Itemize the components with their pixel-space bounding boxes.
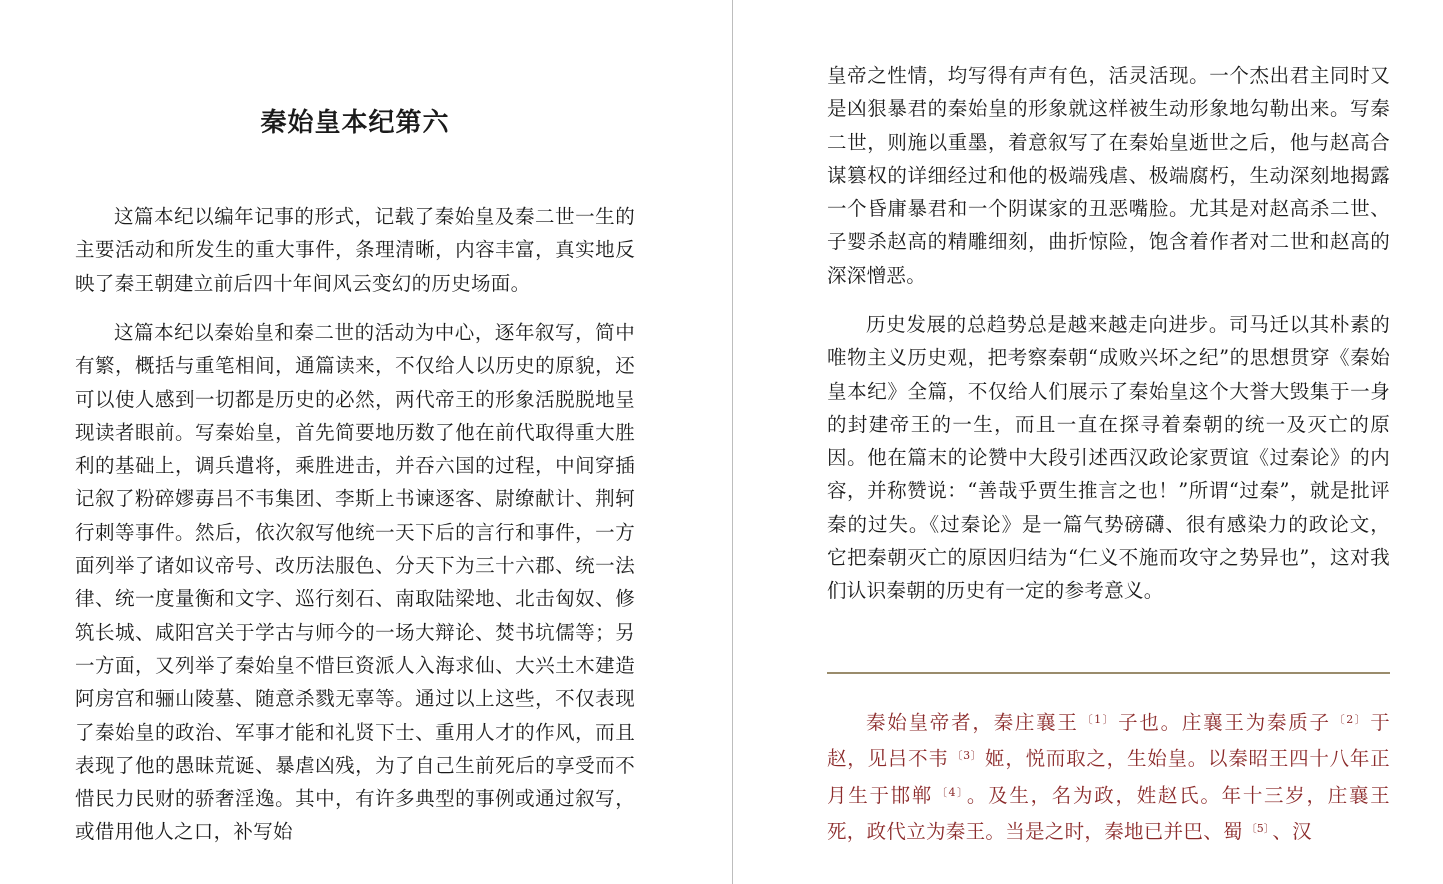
footnote-ref-2[interactable]: 〔2〕 [1333,713,1368,726]
chapter-title: 秦始皇本纪第六 [260,108,450,138]
source-segment: 秦始皇帝者，秦庄襄王 [866,711,1079,734]
intro-paragraph-2 [75,316,635,849]
paragraph-text: 皇帝之性情，均写得有声有色，活灵活现。一个杰出君主同时又是凶狠暴君的秦始皇的形象就这样被生动形象地勾勒出来。写秦二世，则施以重墨，着意叙写了在秦始皇逝世之后，他与赵高合谋篡权的详细经过和他的极端残虐、极端腐朽，生动深刻地揭露一个昏庸暴君和一个阴谋家的丑恶嘴脸。尤其是对赵高杀二世、子婴杀赵高的精雕细刻，曲折惊险，饱含着作者对二世和赵高的深深憎恶。 [827,64,1390,287]
source-segment: 、汉 [1272,819,1312,843]
paragraph-text: 这篇本纪以编年记事的形式，记载了秦始皇及秦二世一生的主要活动和所发生的重大事件，条理清晰，内容丰富，真实地反映了秦王朝建立前后四十年间风云变幻的历史场面。 [75,205,635,295]
footnote-ref-4[interactable]: 〔4〕 [936,785,964,799]
source-segment: 。及生，名为政，姓赵氏。年十三岁，庄襄王死，政代立为秦王。当是之时，秦地已并巴、蜀 [827,783,1390,843]
section-divider [827,672,1390,674]
footnote-ref-3[interactable]: 〔3〕 [951,749,983,763]
source-segment: 子也。庄襄王为秦质子 [1118,711,1331,734]
intro-paragraph-1 [75,200,635,300]
footnote-ref-5[interactable]: 〔5〕 [1245,821,1270,835]
paragraph-text: 历史发展的总趋势总是越来越走向进步。司马迁以其朴素的唯物主义历史观，把考察秦朝“成败兴坏之纪”的思想贯穿《秦始皇本纪》全篇，不仅给人们展示了秦始皇这个大誉大毁集于一身的封建帝王的一生，而且一直在探寻着秦朝的统一及灭亡的原因。他在篇末的论赞中大段引述西汉政论家贾谊《过秦论》的内容，并称赞说：“善哉乎贾生推言之也！”所谓“过秦”，就是批评秦的过失。《过秦论》是一篇气势磅礴、很有感染力的政论文，它把秦朝灭亡的原因归结为“仁义不施而攻守之势异也”，这对我们认识秦朝的历史有一定的参考意义。 [827,313,1390,603]
source-paragraph [827,703,1390,848]
source-text-block [827,703,1390,848]
paragraph-text: 这篇本纪以秦始皇和秦二世的活动为中心，逐年叙写，简中有繁，概括与重笔相间，通篇读来，不仅给人以历史的原貌，还可以使人感到一切都是历史的必然，两代帝王的形象活脱脱地呈现读者眼前。写秦始皇，首先简要地历数了他在前代取得重大胜利的基础上，调兵遣将，乘胜进击，并吞六国的过程，中间穿插记叙了粉碎嫪毐吕不韦集团、李斯上书谏逐客、尉缭献计、荆轲行刺等事件。然后，依次叙写他统一天下后的言行和事件，一方面列举了诸如议帝号、改历法服色、分天下为三十六郡、统一法律、统一度量衡和文字、巡行刻石、南取陆梁地、北击匈奴、修筑长城、咸阳宫关于学古与师今的一场大辩论、焚书坑儒等；另一方面，又列举了秦始皇不惜巨资派人入海求仙、大兴土木建造阿房宫和骊山陵墓、随意杀戮无辜等。通过以上这些，不仅表现了秦始皇的政治、军事才能和礼贤下士、重用人才的作风，而且表现了他的愚昧荒诞、暴虐凶残，为了自己生前死后的享受而不惜民力民财的骄奢淫逸。其中，有许多典型的事例或通过叙写，或借用他人之口，补写始 [75,321,635,844]
summary-paragraph [827,308,1390,608]
continued-paragraph [827,59,1390,292]
source-segment: 于赵，见吕不韦 [827,711,1390,771]
footnote-ref-1[interactable]: 〔1〕 [1081,713,1116,726]
source-segment: 姬，悦而取之，生始皇。以秦昭王四十八年正月生于邯郸 [827,747,1390,807]
